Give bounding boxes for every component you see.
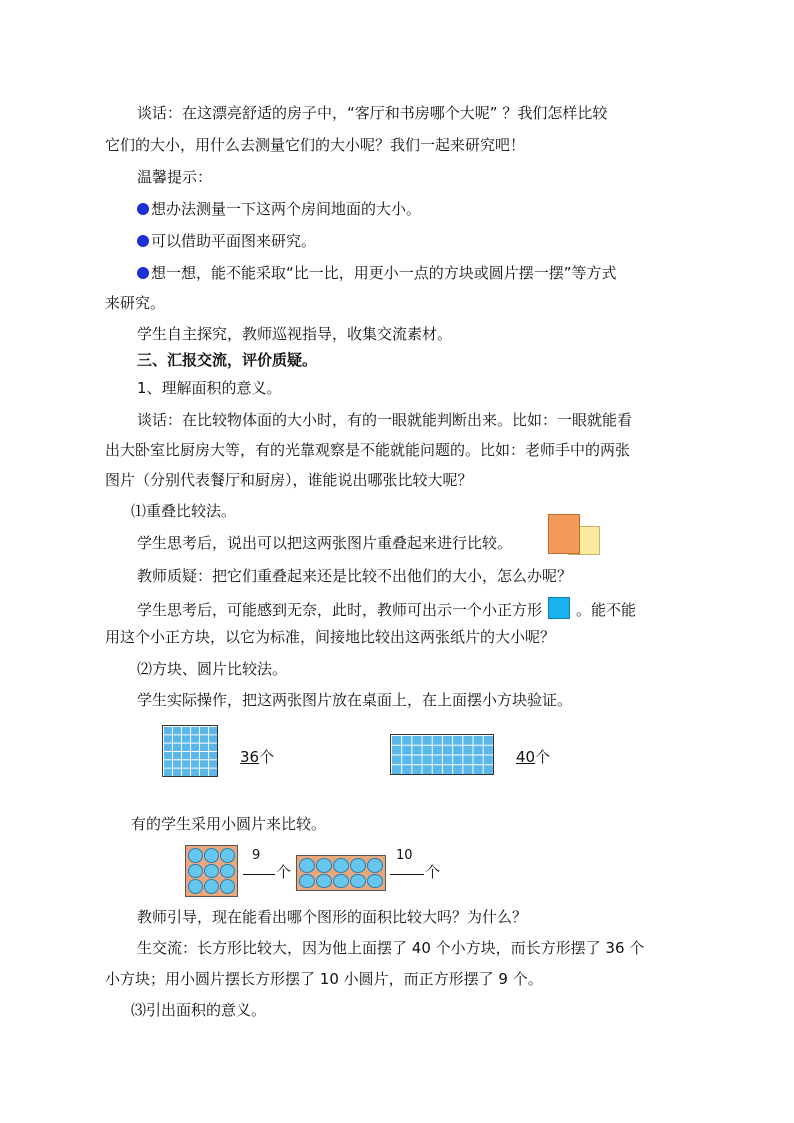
circle-disc — [220, 864, 235, 879]
answer-blank — [390, 874, 424, 875]
tip-item-3: 想一想，能不能采取“比一比，用更小一点的方块或圆片摆一摆”等方式 — [137, 263, 617, 283]
circle-disc — [204, 879, 219, 894]
paragraph-talk-1-cont: 它们的大小，用什么去测量它们的大小呢？我们一起来研究吧！ — [105, 136, 526, 154]
paragraph-exchange-cont: 小方块；用小圆片摆长方形摆了 10 小圆片，而正方形摆了 9 个。 — [105, 970, 543, 988]
square-count-label: 36个 — [240, 748, 275, 766]
circle-disc — [299, 858, 315, 873]
circle-disc — [350, 858, 366, 873]
circle-disc — [367, 858, 383, 873]
paragraph-talk-1: 谈话：在这漂亮舒适的房子中，“客厅和书房哪个大呢” ？我们怎样比较 — [137, 104, 608, 122]
paragraph-teacher-question: 教师质疑：把它们重叠起来还是比较不出他们的大小，怎么办呢？ — [137, 567, 573, 585]
circle-disc — [299, 874, 315, 889]
circle-disc — [220, 848, 235, 863]
rectangle-grid-figure — [390, 734, 494, 775]
method-1: ⑴重叠比较法。 — [131, 502, 237, 520]
overlap-figure — [548, 514, 600, 554]
paragraph-student-2-cont: 用这个小正方块，以它为标准，间接地比较出这两张纸片的大小呢？ — [105, 628, 556, 646]
tips-title: 温馨提示： — [137, 168, 213, 186]
circle-disc — [367, 874, 383, 889]
overlap-orange-rect — [548, 514, 580, 554]
paragraph-talk-2: 谈话：在比较物体面的大小时，有的一眼就能判断出来。比如：一眼就能看 — [137, 411, 633, 429]
circle-disc — [333, 858, 349, 873]
circle-rect-count: 10 — [396, 848, 413, 863]
circle-disc — [188, 879, 203, 894]
circle-disc — [333, 874, 349, 889]
paragraph-circles: 有的学生采用小圆片来比较。 — [131, 815, 327, 833]
paragraph-teacher-guide: 教师引导，现在能看出哪个图形的面积比较大吗？为什么？ — [137, 908, 528, 926]
paragraph-talk-2-cont: 出大卧室比厨房大等，有的光靠观察是不能就能问题的。比如：老师手中的两张 — [105, 441, 631, 459]
paragraph-explore: 学生自主探究，教师巡视指导，收集交流素材。 — [137, 325, 453, 343]
paragraph-operation: 学生实际操作，把这两张图片放在桌面上，在上面摆小方块验证。 — [137, 691, 573, 709]
paragraph-student-2: 学生思考后，可能感到无奈，此时，教师可出示一个小正方形 。能不能 — [137, 597, 636, 620]
paragraph-student-1: 学生思考后，说出可以把这两张图片重叠起来进行比较。 — [137, 534, 513, 552]
tip-item-3-cont: 来研究。 — [105, 294, 166, 312]
bullet-icon — [137, 267, 149, 279]
answer-blank — [243, 874, 275, 875]
bullet-icon — [137, 203, 149, 215]
circle-disc — [204, 848, 219, 863]
subheading-1: 1、理解面积的意义。 — [137, 379, 282, 397]
square-grid-figure — [162, 725, 218, 777]
section-heading-3: 三、汇报交流，评价质疑。 — [137, 351, 318, 369]
small-square-icon — [548, 597, 570, 619]
circle-disc — [316, 874, 332, 889]
square-circles-figure — [185, 845, 238, 897]
circle-disc — [220, 879, 235, 894]
method-3: ⑶引出面积的意义。 — [131, 1001, 267, 1019]
rect-count-label: 40个 — [516, 748, 551, 766]
circle-square-unit: 个 — [276, 863, 292, 881]
circle-square-count: 9 — [252, 848, 261, 863]
circle-rect-unit: 个 — [425, 863, 441, 881]
circle-disc — [188, 848, 203, 863]
circle-disc — [188, 864, 203, 879]
paragraph-talk-2-cont2: 图片（分别代表餐厅和厨房），谁能说出哪张比较大呢？ — [105, 471, 473, 489]
circle-disc — [316, 858, 332, 873]
tip-item-2: 可以借助平面图来研究。 — [137, 231, 316, 251]
tip-item-1: 想办法测量一下这两个房间地面的大小。 — [137, 199, 421, 219]
rect-circles-figure — [296, 855, 386, 891]
circle-disc — [204, 864, 219, 879]
paragraph-exchange: 生交流：长方形比较大，因为他上面摆了 40 个小方块，而长方形摆了 36 个 — [137, 939, 645, 957]
method-2: ⑵方块、圆片比较法。 — [137, 660, 288, 678]
circle-disc — [350, 874, 366, 889]
bullet-icon — [137, 235, 149, 247]
